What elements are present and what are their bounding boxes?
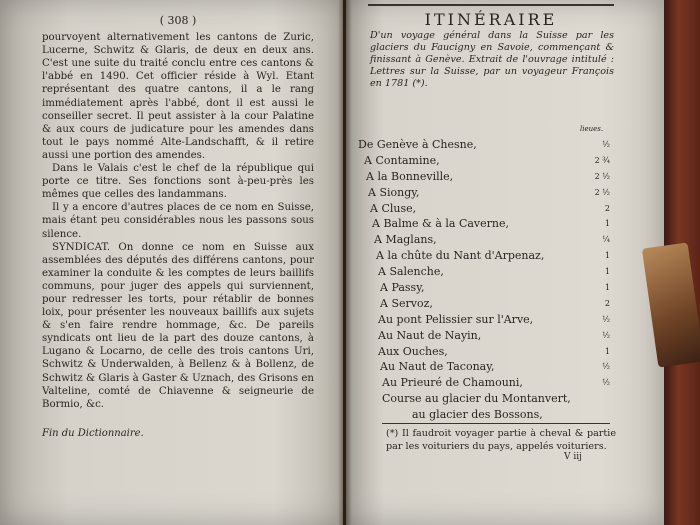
itinerary-distance: 2 ½ bbox=[594, 187, 610, 197]
itinerary-place: A Balme & à la Caverne, bbox=[372, 217, 510, 231]
itinerary-place: De Genève à Chesne, bbox=[358, 138, 477, 151]
itinerary-row bbox=[358, 216, 610, 232]
itinerary-place: A Salenche, bbox=[378, 265, 444, 279]
itinerary-distance: ½ bbox=[602, 140, 610, 149]
itinerary-distance: 1 bbox=[604, 219, 610, 229]
page-title: ITINÉRAIRE bbox=[424, 10, 558, 29]
itinerary-row bbox=[358, 169, 610, 185]
left-page-text bbox=[42, 14, 314, 440]
itinerary-row bbox=[358, 248, 610, 264]
itinerary-distance: 1 bbox=[604, 283, 610, 293]
itinerary-distance: 2 bbox=[604, 298, 610, 308]
itinerary-place: Course au glacier du Montanvert, bbox=[382, 392, 571, 406]
itinerary-row bbox=[358, 137, 610, 153]
itinerary-place: A la Bonneville, bbox=[366, 169, 454, 183]
itinerary-row bbox=[358, 344, 610, 360]
itinerary-place: A Cluse, bbox=[370, 201, 417, 215]
itinerary-place: A Servoz, bbox=[380, 296, 433, 310]
footnote-rule bbox=[382, 423, 610, 424]
itinerary-distance: ¼ bbox=[602, 235, 610, 245]
paragraph: pourvoyent alternativement les cantons de Zuric, Lucerne, Schwitz & Glaris, de deux en deux ans. C'est une suite du traité conclu entre ces cantons & l'abbé en 1490. Cet officier réside à Wyl. Etant représentant des quatre cantons, il a le rang immédiatement après l'abbé, dont il est aussi le conseiller secret. Il peut assister à la cour Palatine & aux cours de judicature pour les amendes dans tout le pays nommé Alte-Landschafft, & il retire aussi une portion des amendes. bbox=[42, 32, 314, 161]
itinerary-distance: 2 ½ bbox=[594, 171, 610, 181]
itinerary-row bbox=[358, 280, 610, 296]
itinerary-place: A Siongy, bbox=[368, 185, 420, 199]
itinerary-distance: ½ bbox=[602, 378, 610, 388]
itinerary-place: Au Naut de Nayin, bbox=[378, 328, 482, 342]
itinerary-row bbox=[358, 185, 610, 201]
itinerary-list bbox=[358, 137, 610, 423]
itinerary-row bbox=[358, 201, 610, 217]
itinerary-place: A Contamine, bbox=[364, 153, 440, 167]
itinerary-distance: 2 ¾ bbox=[594, 155, 610, 165]
itinerary-row bbox=[358, 232, 610, 248]
paragraph: Il y a encore d'autres places de ce nom en Suisse, mais étant peu considérables nous les passons sous silence. bbox=[42, 202, 314, 240]
itinerary-row bbox=[358, 359, 610, 375]
itinerary-place: Au Prieuré de Chamouni, bbox=[382, 376, 523, 390]
itinerary-row bbox=[358, 296, 610, 312]
itinerary-distance: ½ bbox=[602, 330, 610, 340]
signature-mark: V iij bbox=[564, 452, 582, 462]
itinerary-row bbox=[358, 407, 610, 423]
itinerary-row bbox=[358, 312, 610, 328]
itinerary-row bbox=[358, 264, 610, 280]
top-rule bbox=[368, 4, 614, 6]
itinerary-place: A Maglans, bbox=[374, 233, 437, 247]
itinerary-place: A Passy, bbox=[380, 281, 425, 295]
itinerary-row bbox=[358, 391, 610, 407]
page-number: ( 308 ) bbox=[159, 14, 197, 27]
book-gutter bbox=[338, 0, 352, 525]
itinerary-distance: 1 bbox=[604, 251, 610, 261]
itinerary-distance: ½ bbox=[602, 362, 610, 372]
paragraph: Dans le Valais c'est le chef de la république qui porte ce titre. Ses fonctions sont à-peu-près les mêmes que celles des landammans. bbox=[42, 163, 314, 201]
intro-text: D'un voyage général dans la Suisse par les glaciers du Faucigny en Savoie, commençant & finissant à Genève. Extrait de l'ouvrage intitulé : Lettres sur la Suisse, par un voyageur François en 1781 (*). bbox=[370, 30, 614, 89]
footnote: (*) Il faudroit voyager partie à cheval & partie par les voituriers du pays, appelés voituriers. bbox=[386, 428, 616, 452]
itinerary-distance: ½ bbox=[602, 314, 610, 324]
itinerary-place: A la chûte du Nant d'Arpenaz, bbox=[376, 249, 545, 263]
distance-header: lieues. bbox=[580, 125, 604, 133]
itinerary-place: Au pont Pelissier sur l'Arve, bbox=[378, 312, 534, 326]
itinerary-row bbox=[358, 328, 610, 344]
itinerary-distance: 1 bbox=[604, 267, 610, 277]
itinerary-place: au glacier des Bossons, bbox=[412, 408, 543, 422]
itinerary-distance: 2 bbox=[604, 203, 610, 213]
itinerary-place: Aux Ouches, bbox=[378, 344, 448, 358]
itinerary-place: Au Naut de Taconay, bbox=[380, 360, 495, 374]
itinerary-distance: 1 bbox=[604, 346, 610, 356]
itinerary-row bbox=[358, 375, 610, 391]
itinerary-row bbox=[358, 153, 610, 169]
paragraph: SYNDICAT. On donne ce nom en Suisse aux assemblées des députés des différens cantons, pour examiner la conduite & les comptes de leurs baillifs communs, pour juger des appels qui surviennent, pour redresser les torts, pour rétablir de bonnes loix, pour présenter les nouveaux baillifs aux sujets & s'en faire rendre hommage, &c. De pareils syndicats ont lieu de la part des douze cantons, à Lugano & Locarno, de celle des trois cantons Uri, Schwitz & Underwalden, à Bellenz & à Bollenz, de Schwitz & Glaris à Gaster & Uznach, des Grisons en Valteline, comté de Chiavenne & seigneurie de Bormio, &c. bbox=[42, 241, 314, 410]
end-note: Fin du Dictionnaire. bbox=[42, 427, 144, 439]
